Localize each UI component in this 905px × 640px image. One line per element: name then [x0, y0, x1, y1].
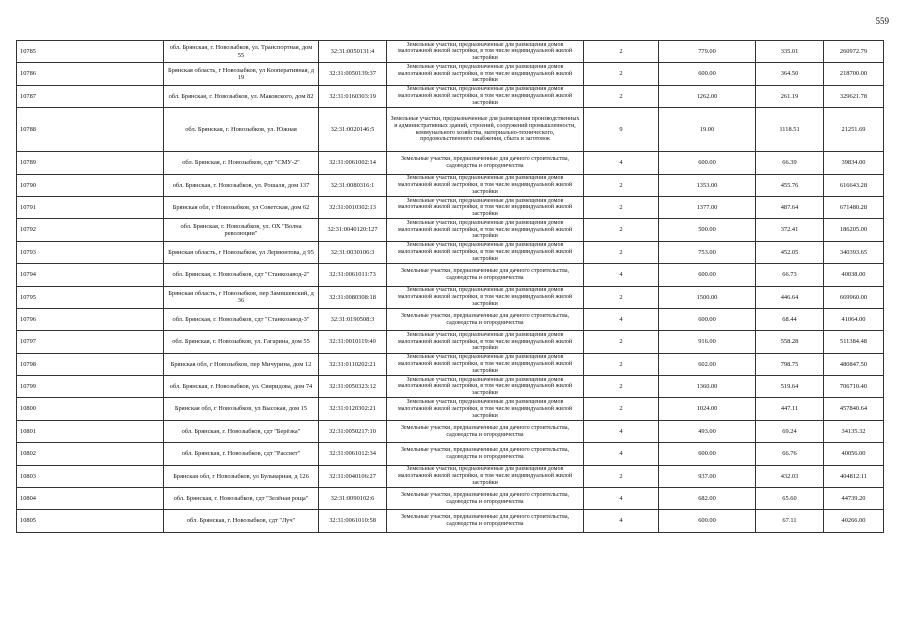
- land-use-group: 4: [584, 510, 659, 532]
- land-use-group: 4: [584, 420, 659, 442]
- cadastral-value: 404812.11: [824, 465, 884, 487]
- cadastral-number: 32:31:0080308:18: [319, 286, 387, 308]
- land-area: 600.00: [659, 510, 756, 532]
- cadastral-value: 40038.00: [824, 264, 884, 286]
- record-number: 10787: [17, 85, 164, 107]
- table-body: [17, 41, 884, 533]
- cadastral-number: 32:31:0010119:40: [319, 331, 387, 353]
- cadastral-value: 40266.00: [824, 510, 884, 532]
- table-row: [17, 465, 884, 487]
- table-row: [17, 196, 884, 218]
- land-use-purpose: Земельные участки, предназначенные для дачного строительства, садоводства и огородничества: [387, 488, 584, 510]
- cadastral-value: 329621.78: [824, 85, 884, 107]
- cadastral-number: 32:31:0020146:5: [319, 108, 387, 152]
- land-area: 600.00: [659, 152, 756, 174]
- table-row: [17, 219, 884, 241]
- land-use-group: 2: [584, 174, 659, 196]
- record-number: 10801: [17, 420, 164, 442]
- specific-value: 452.05: [756, 241, 824, 263]
- specific-value: 66.76: [756, 443, 824, 465]
- record-number: 10798: [17, 353, 164, 375]
- record-number: 10803: [17, 465, 164, 487]
- land-use-purpose: Земельные участки, предназначенные для дачного строительства, садоводства и огородничества: [387, 510, 584, 532]
- table-row: [17, 420, 884, 442]
- cadastral-value: 41064.00: [824, 308, 884, 330]
- address-cell: обл. Брянская, г. Новозыбков, ул. Транспортная, дом 55: [164, 41, 319, 63]
- land-use-group: 2: [584, 465, 659, 487]
- address-cell: обл. Брянская, г. Новозыбков, сдт "Зелёная роща": [164, 488, 319, 510]
- land-use-group: 2: [584, 353, 659, 375]
- specific-value: 519.64: [756, 376, 824, 398]
- land-use-purpose: Земельные участки, предназначенные для дачного строительства, садоводства и огородничества: [387, 264, 584, 286]
- record-number: 10799: [17, 376, 164, 398]
- cadastral-value: 457840.64: [824, 398, 884, 420]
- record-number: 10796: [17, 308, 164, 330]
- land-use-group: 9: [584, 108, 659, 152]
- land-area: 19.00: [659, 108, 756, 152]
- land-use-purpose: Земельные участки, предназначенные для размещения производственных и административных зданий, строений, сооружений промышленности, коммунального хозяйства, материально-технического, продовольственного снабжения, сбыта и заготовок: [387, 108, 584, 152]
- cadastral-number: 32:31:0120302:21: [319, 398, 387, 420]
- cadastral-value: 511384.48: [824, 331, 884, 353]
- land-area: 1500.00: [659, 286, 756, 308]
- cadastral-number: 32:31:0030106:3: [319, 241, 387, 263]
- land-area: 937.00: [659, 465, 756, 487]
- land-area: 682.00: [659, 488, 756, 510]
- specific-value: 68.44: [756, 308, 824, 330]
- cadastral-value: 669960.00: [824, 286, 884, 308]
- cadastral-number: 32:31:0040106:27: [319, 465, 387, 487]
- land-area: 602.00: [659, 353, 756, 375]
- cadastral-value: 671480.28: [824, 196, 884, 218]
- land-use-group: 2: [584, 376, 659, 398]
- table-row: [17, 286, 884, 308]
- address-cell: Брянская обл, г Новозыбков, ул Высокая, дом 15: [164, 398, 319, 420]
- specific-value: 69.24: [756, 420, 824, 442]
- specific-value: 66.39: [756, 152, 824, 174]
- specific-value: 1118.51: [756, 108, 824, 152]
- table-row: [17, 488, 884, 510]
- address-cell: обл. Брянская, г. Новозыбков, ул. Рошаля, дом 137: [164, 174, 319, 196]
- record-number: 10797: [17, 331, 164, 353]
- address-cell: обл. Брянская, г. Новозыбков, ул. Южная: [164, 108, 319, 152]
- page-number: 559: [875, 16, 889, 26]
- address-cell: обл. Брянская, г. Новозыбков, ул. Маковского, дом 82: [164, 85, 319, 107]
- cadastral-number: 32:31:0050217:10: [319, 420, 387, 442]
- land-area: 1262.00: [659, 85, 756, 107]
- cadastral-value: 21251.69: [824, 108, 884, 152]
- land-use-group: 4: [584, 308, 659, 330]
- cadastral-number: 32:31:0061002:14: [319, 152, 387, 174]
- record-number: 10802: [17, 443, 164, 465]
- table-row: [17, 241, 884, 263]
- specific-value: 446.64: [756, 286, 824, 308]
- cadastral-number: 32:31:0190508:3: [319, 308, 387, 330]
- cadastral-value: 34135.32: [824, 420, 884, 442]
- land-use-purpose: Земельные участки, предназначенные для размещения домов малоэтажной жилой застройки, в том числе индивидуальной жилой застройки: [387, 85, 584, 107]
- land-area: 1024.00: [659, 398, 756, 420]
- specific-value: 798.75: [756, 353, 824, 375]
- record-number: 10789: [17, 152, 164, 174]
- record-number: 10795: [17, 286, 164, 308]
- land-area: 1353.00: [659, 174, 756, 196]
- record-number: 10805: [17, 510, 164, 532]
- cadastral-number: 32:31:0050131:4: [319, 41, 387, 63]
- land-use-purpose: Земельные участки, предназначенные для дачного строительства, садоводства и огородничества: [387, 308, 584, 330]
- cadastral-number: 32:31:0040120:127: [319, 219, 387, 241]
- cadastral-value: 340393.65: [824, 241, 884, 263]
- address-cell: обл. Брянская, г. Новозыбков, сдт "Берёзка": [164, 420, 319, 442]
- land-area: 1360.00: [659, 376, 756, 398]
- specific-value: 65.60: [756, 488, 824, 510]
- cadastral-number: 32:31:0061010:58: [319, 510, 387, 532]
- land-use-group: 2: [584, 63, 659, 85]
- land-use-group: 2: [584, 85, 659, 107]
- record-number: 10792: [17, 219, 164, 241]
- land-area: 753.00: [659, 241, 756, 263]
- land-use-purpose: Земельные участки, предназначенные для размещения домов малоэтажной жилой застройки, в том числе индивидуальной жилой застройки: [387, 241, 584, 263]
- address-cell: обл. Брянская, г. Новозыбков, сдт "СМУ-2": [164, 152, 319, 174]
- cadastral-number: 32:31:0160303:19: [319, 85, 387, 107]
- cadastral-value: 44739.20: [824, 488, 884, 510]
- land-use-purpose: Земельные участки, предназначенные для размещения домов малоэтажной жилой застройки, в том числе индивидуальной жилой застройки: [387, 465, 584, 487]
- specific-value: 372.41: [756, 219, 824, 241]
- cadastral-value: 186205.00: [824, 219, 884, 241]
- land-use-purpose: Земельные участки, предназначенные для размещения домов малоэтажной жилой застройки, в том числе индивидуальной жилой застройки: [387, 219, 584, 241]
- specific-value: 67.11: [756, 510, 824, 532]
- address-cell: обл. Брянская, г. Новозыбков, сдт "Луч": [164, 510, 319, 532]
- record-number: 10804: [17, 488, 164, 510]
- land-use-purpose: Земельные участки, предназначенные для размещения домов малоэтажной жилой застройки, в том числе индивидуальной жилой застройки: [387, 196, 584, 218]
- table-row: [17, 174, 884, 196]
- land-use-group: 4: [584, 488, 659, 510]
- table-row: [17, 85, 884, 107]
- land-area: 600.00: [659, 264, 756, 286]
- land-use-purpose: Земельные участки, предназначенные для размещения домов малоэтажной жилой застройки, в том числе индивидуальной жилой застройки: [387, 331, 584, 353]
- land-use-purpose: Земельные участки, предназначенные для размещения домов малоэтажной жилой застройки, в том числе индивидуальной жилой застройки: [387, 353, 584, 375]
- cadastral-number: 32:31:0061011:73: [319, 264, 387, 286]
- land-use-group: 4: [584, 152, 659, 174]
- cadastral-value: 480847.50: [824, 353, 884, 375]
- table-row: [17, 308, 884, 330]
- address-cell: обл. Брянская, г. Новозыбков, ул. Гагарина, дом 55: [164, 331, 319, 353]
- record-number: 10794: [17, 264, 164, 286]
- table-row: [17, 376, 884, 398]
- record-number: 10790: [17, 174, 164, 196]
- specific-value: 364.50: [756, 63, 824, 85]
- land-area: 500.00: [659, 219, 756, 241]
- table-row: [17, 353, 884, 375]
- specific-value: 66.73: [756, 264, 824, 286]
- land-use-purpose: Земельные участки, предназначенные для дачного строительства, садоводства и огородничества: [387, 443, 584, 465]
- cadastral-number: 32:31:0050323:12: [319, 376, 387, 398]
- cadastral-number: 32:31:0090102:6: [319, 488, 387, 510]
- specific-value: 558.28: [756, 331, 824, 353]
- cadastral-value: 218700.00: [824, 63, 884, 85]
- land-use-purpose: Земельные участки, предназначенные для размещения домов малоэтажной жилой застройки, в том числе индивидуальной жилой застройки: [387, 41, 584, 63]
- address-cell: Брянская область, г Новозыбков, ул Кооперативная, д 19: [164, 63, 319, 85]
- table-row: [17, 152, 884, 174]
- record-number: 10793: [17, 241, 164, 263]
- address-cell: обл. Брянская, г. Новозыбков, ул. ОХ "Волна революции": [164, 219, 319, 241]
- land-use-group: 2: [584, 241, 659, 263]
- land-use-group: 2: [584, 398, 659, 420]
- cadastral-value: 40056.00: [824, 443, 884, 465]
- address-cell: Брянская обл, г Новозыбков, ул Советская, дом 62: [164, 196, 319, 218]
- land-use-group: 2: [584, 41, 659, 63]
- land-use-group: 2: [584, 286, 659, 308]
- land-use-purpose: Земельные участки, предназначенные для размещения домов малоэтажной жилой застройки, в том числе индивидуальной жилой застройки: [387, 63, 584, 85]
- specific-value: 447.11: [756, 398, 824, 420]
- specific-value: 432.03: [756, 465, 824, 487]
- land-use-purpose: Земельные участки, предназначенные для размещения домов малоэтажной жилой застройки, в том числе индивидуальной жилой застройки: [387, 376, 584, 398]
- cadastral-number: 32:31:0050139:37: [319, 63, 387, 85]
- land-use-group: 2: [584, 219, 659, 241]
- specific-value: 487.64: [756, 196, 824, 218]
- table-row: [17, 331, 884, 353]
- cadastral-number: 32:31:0010302:13: [319, 196, 387, 218]
- land-area: 493.00: [659, 420, 756, 442]
- table-row: [17, 510, 884, 532]
- record-number: 10800: [17, 398, 164, 420]
- cadastral-number: 32:31:0080316:1: [319, 174, 387, 196]
- address-cell: Брянская обл, г Новозыбков, пер Мичурина, дом 12: [164, 353, 319, 375]
- cadastral-number: 32:31:0110202:21: [319, 353, 387, 375]
- address-cell: обл. Брянская, г. Новозыбков, ул. Свиридова, дом 74: [164, 376, 319, 398]
- land-use-group: 2: [584, 331, 659, 353]
- land-area: 916.00: [659, 331, 756, 353]
- record-number: 10791: [17, 196, 164, 218]
- record-number: 10785: [17, 41, 164, 63]
- address-cell: Брянская область, г Новозыбков, пер Замишевский, д 36: [164, 286, 319, 308]
- specific-value: 455.76: [756, 174, 824, 196]
- land-use-purpose: Земельные участки, предназначенные для дачного строительства, садоводства и огородничества: [387, 420, 584, 442]
- land-area: 600.00: [659, 443, 756, 465]
- table-row: [17, 108, 884, 152]
- cadastral-value-table: [16, 40, 884, 533]
- specific-value: 335.01: [756, 41, 824, 63]
- land-use-purpose: Земельные участки, предназначенные для размещения домов малоэтажной жилой застройки, в том числе индивидуальной жилой застройки: [387, 398, 584, 420]
- address-cell: Брянская обл, г Новозыбков, ул Бульварная, д 126: [164, 465, 319, 487]
- cadastral-value: 39834.00: [824, 152, 884, 174]
- record-number: 10788: [17, 108, 164, 152]
- table-row: [17, 443, 884, 465]
- cadastral-number: 32:31:0061012:34: [319, 443, 387, 465]
- land-area: 1377.00: [659, 196, 756, 218]
- table-row: [17, 41, 884, 63]
- table-row: [17, 264, 884, 286]
- address-cell: Брянская область, г Новозыбков, ул Лермонтова, д 95: [164, 241, 319, 263]
- cadastral-value: 260972.79: [824, 41, 884, 63]
- address-cell: обл. Брянская, г. Новозыбков, сдт "Рассвет": [164, 443, 319, 465]
- address-cell: обл. Брянская, г. Новозыбков, сдт "Станкозавод-2": [164, 264, 319, 286]
- record-number: 10786: [17, 63, 164, 85]
- land-use-purpose: Земельные участки, предназначенные для размещения домов малоэтажной жилой застройки, в том числе индивидуальной жилой застройки: [387, 174, 584, 196]
- address-cell: обл. Брянская, г. Новозыбков, сдт "Станкозавод-3": [164, 308, 319, 330]
- land-area: 600.00: [659, 308, 756, 330]
- table-row: [17, 63, 884, 85]
- table-row: [17, 398, 884, 420]
- land-use-group: 4: [584, 443, 659, 465]
- land-use-purpose: Земельные участки, предназначенные для дачного строительства, садоводства и огородничества: [387, 152, 584, 174]
- land-use-group: 2: [584, 196, 659, 218]
- land-use-purpose: Земельные участки, предназначенные для размещения домов малоэтажной жилой застройки, в том числе индивидуальной жилой застройки: [387, 286, 584, 308]
- cadastral-value: 706710.40: [824, 376, 884, 398]
- land-area: 779.00: [659, 41, 756, 63]
- cadastral-value: 616643.28: [824, 174, 884, 196]
- land-area: 600.00: [659, 63, 756, 85]
- land-use-group: 4: [584, 264, 659, 286]
- specific-value: 261.19: [756, 85, 824, 107]
